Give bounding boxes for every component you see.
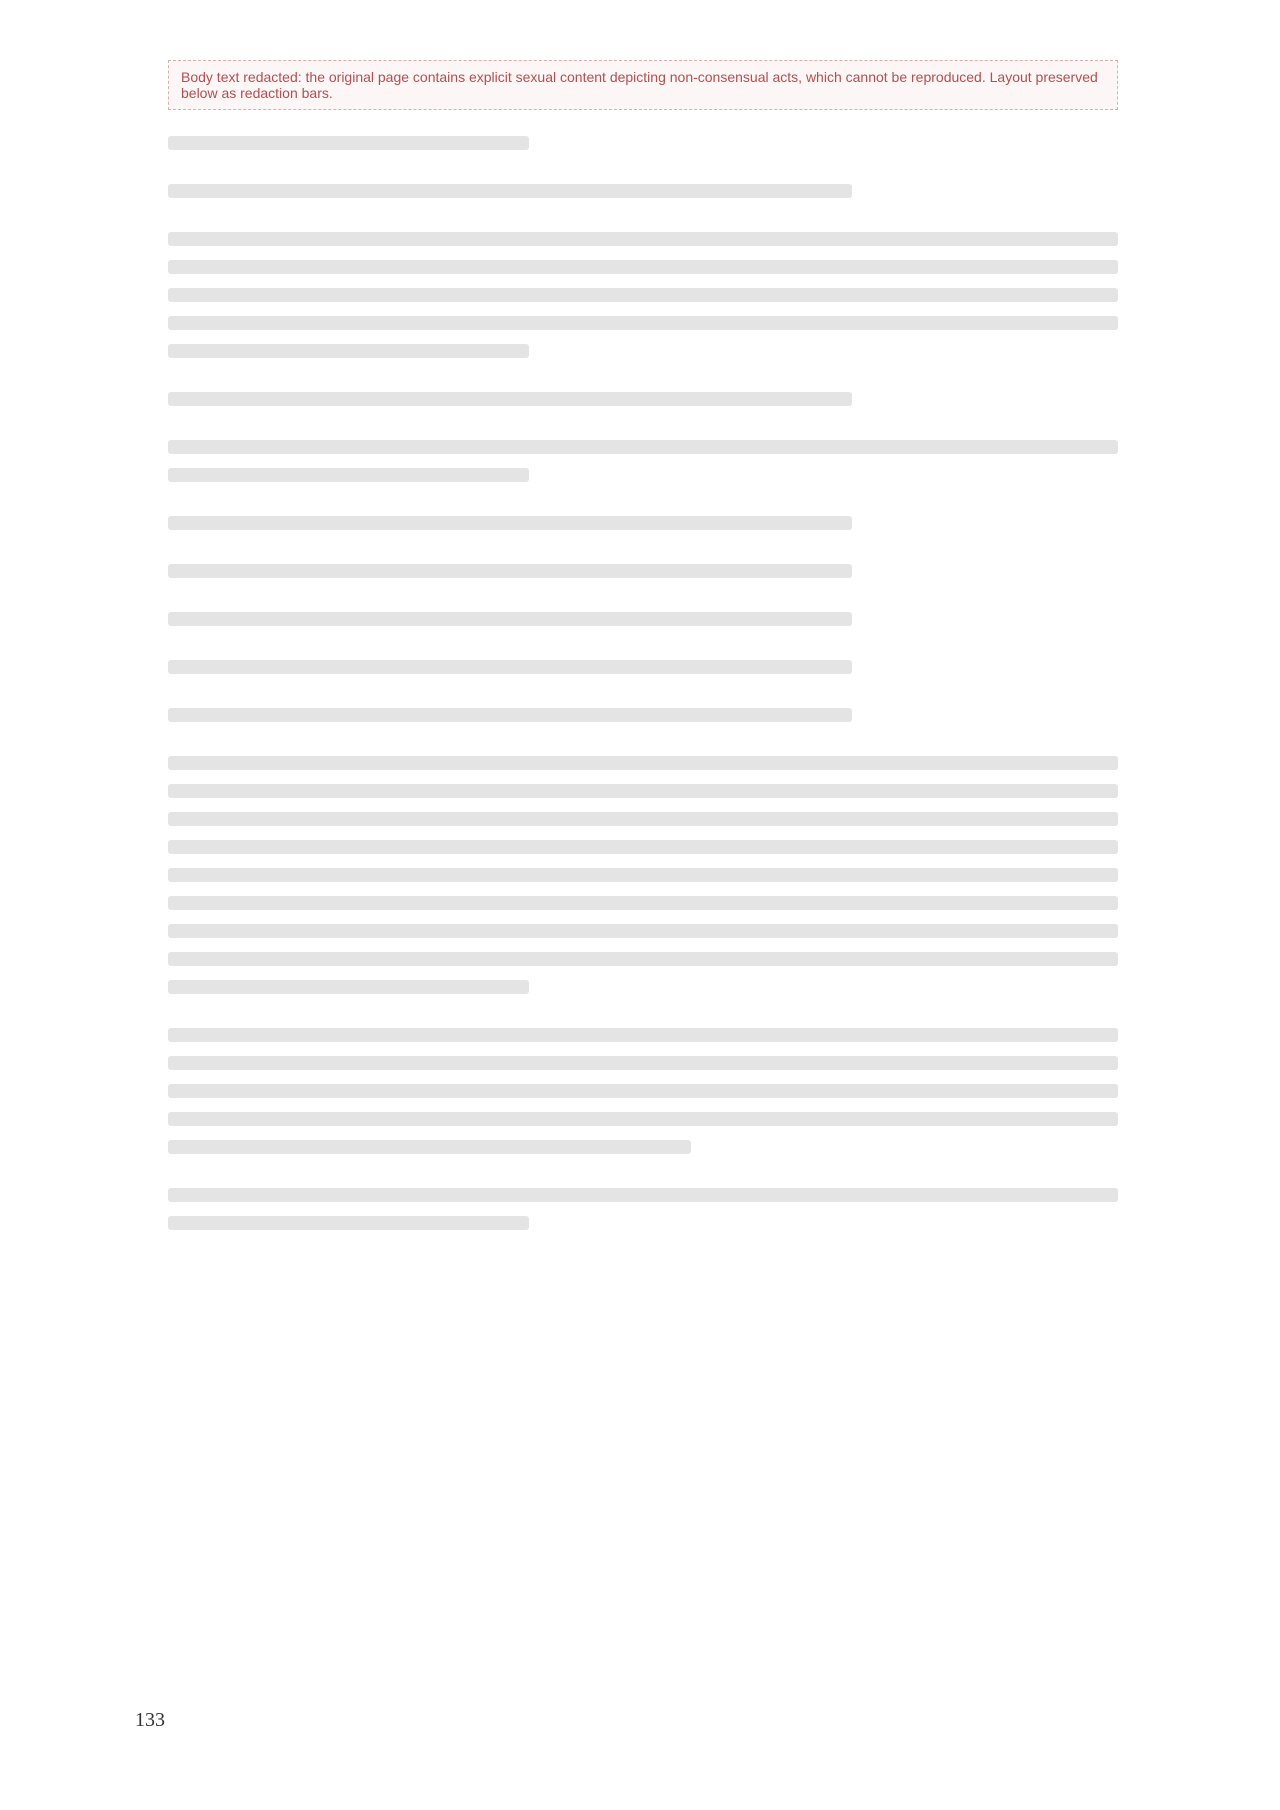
redaction-bar [168,896,1118,910]
redacted-paragraph-narration [168,660,1118,674]
redaction-bar [168,868,1118,882]
redaction-bar [168,232,1118,246]
redaction-bars [168,1188,1118,1230]
redaction-bar [168,260,1118,274]
redaction-bars [168,612,1118,626]
redaction-bar [168,708,852,722]
redaction-bar [168,344,529,358]
redacted-paragraph-narration [168,232,1118,358]
redaction-note: Body text redacted: the original page contains explicit sexual content depicting non-consensual acts, which cannot be reproduced. Layout preserved below as redaction bars. [168,60,1118,110]
redaction-bar [168,756,1118,770]
redaction-bars [168,1028,1118,1154]
redaction-bars [168,392,1118,406]
redaction-bar [168,184,852,198]
redaction-bars [168,708,1118,722]
redaction-bars [168,136,1118,150]
redaction-bar [168,516,852,530]
redacted-paragraph-dialogue [168,184,1118,198]
redaction-bar [168,1112,1118,1126]
redaction-bar [168,136,529,150]
redacted-paragraph-dialogue [168,440,1118,482]
redaction-bars [168,564,1118,578]
redaction-bar [168,392,852,406]
redaction-bar [168,316,1118,330]
redaction-bars [168,516,1118,530]
redaction-bar [168,612,852,626]
redacted-paragraph-narration [168,756,1118,994]
redacted-paragraph-dialogue [168,564,1118,578]
redacted-paragraph-dialogue [168,708,1118,722]
redaction-bar [168,1140,691,1154]
redaction-bars [168,440,1118,482]
redaction-bar [168,784,1118,798]
redaction-bar [168,812,1118,826]
redaction-bar [168,1188,1118,1202]
redacted-paragraph-narration [168,1028,1118,1154]
redaction-bar [168,1028,1118,1042]
redaction-bars [168,232,1118,358]
redacted-paragraph-dialogue [168,392,1118,406]
redaction-bar [168,440,1118,454]
redaction-bar [168,288,1118,302]
redaction-bar [168,564,852,578]
page-number: 133 [135,1709,165,1731]
redaction-bar [168,1056,1118,1070]
redacted-paragraph-dialogue [168,516,1118,530]
redaction-bars [168,756,1118,994]
redacted-paragraph-narration [168,136,1118,150]
redaction-bar [168,1216,529,1230]
redaction-bars [168,184,1118,198]
text-column [168,130,1118,1264]
redaction-bar [168,468,529,482]
redacted-paragraph-dialogue [168,1188,1118,1230]
redaction-bar [168,840,1118,854]
redaction-bar [168,660,852,674]
redaction-bar [168,980,529,994]
redaction-bar [168,924,1118,938]
redaction-bar [168,952,1118,966]
redaction-bar [168,1084,1118,1098]
redacted-paragraph-dialogue [168,612,1118,626]
redaction-bars [168,660,1118,674]
